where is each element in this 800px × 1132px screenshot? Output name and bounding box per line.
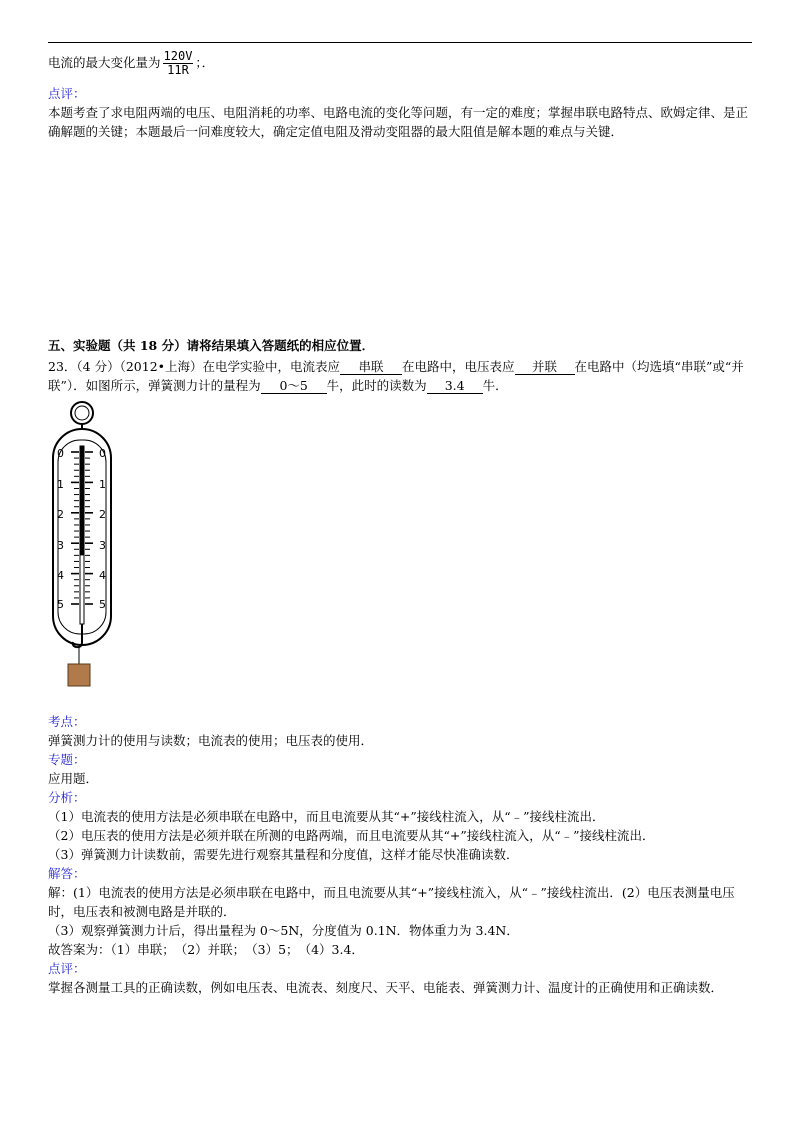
q23-text-1: 23．（4 分）（2012•上海）在电学实验中，电流表应 [48,359,341,374]
answer-blank-1: 串联 [340,359,402,375]
kaodian-label: 考点： [48,714,86,729]
scale-label-right-1: 1 [99,478,106,491]
fenxi-label: 分析： [48,790,86,805]
kaodian-text: 弹簧测力计的使用与读数；电流表的使用；电压表的使用． [48,733,374,748]
pointer-fill [80,446,84,555]
review-label: 点评： [48,86,86,101]
scale-label-right-4: 4 [99,569,106,582]
prev-review [48,84,754,141]
jieda-label: 解答： [48,866,86,881]
fenxi-item-1: （1）电流表的使用方法是必须串联在电路中，而且电流要从其“+”接线柱流入，从“﹣”接线柱流出． [48,809,605,824]
scale-label-left-2: 2 [57,508,64,521]
answer-blank-3: 0～5 [261,378,327,394]
scale-label-right-2: 2 [99,508,106,521]
hanging-weight [68,664,90,686]
answer-blank-2: 并联 [515,359,575,375]
jieda-text-2: （3）观察弹簧测力计后，得出量程为 0～5N，分度值为 0.1N．物体重力为 3.4N． [48,923,519,938]
fenxi-item-2: （2）电压表的使用方法是必须并联在所测的电路两端，而且电流要从其“+”接线柱流入，从“﹣”接线柱流出． [48,828,655,843]
question-23 [48,357,754,395]
top-ring-inner [75,406,89,420]
scale-label-left-3: 3 [57,539,64,552]
scale-label-right-3: 3 [99,539,106,552]
top-rule [48,42,752,43]
line-suffix: ；． [195,55,215,70]
fraction [163,50,194,77]
dianping-text: 掌握各测量工具的正确读数，例如电压表、电流表、刻度尺、天平、电能表、弹簧测力计、温度计的正确使用和正确读数． [48,980,724,995]
dianping-label: 点评： [48,961,86,976]
prev-answer-line [48,50,754,77]
q23-text-3: 在电路中（均选填“串联”或“并联”）．如图所示，弹簧测力计的量程为 [48,359,744,393]
zhuanti-label: 专题： [48,752,86,767]
q23-text-5: 牛． [482,378,508,393]
max-current-change-text: 电流的最大变化量为 [48,55,161,70]
zhuanti-text: 应用题． [48,771,99,786]
answer-blank-4: 3.4 [427,378,483,394]
analysis-section [48,712,754,997]
q23-text-4: 牛，此时的读数为 [326,378,427,393]
scale-label-right-5: 5 [99,598,106,611]
spring-scale-figure [42,400,122,692]
scale-label-right-0: 0 [99,447,106,460]
scale-label-left-4: 4 [57,569,64,582]
fraction-numerator: 120V [163,49,193,63]
fraction-denominator: 11R [167,63,189,77]
jieda-text-1: 解：(1）电流表的使用方法是必须串联在电路中，而且电流要从其“+”接线柱流入，从“﹣”接线柱流出．(2）电压表测量电压时，电压表和被测电路是并联的． [48,885,735,919]
answer-summary: 故答案为：（1）串联； （2）并联； （3）5； （4）3.4． [48,942,364,957]
review-text: 本题考查了求电阻两端的电压、电阻消耗的功率、电路电流的变化等问题，有一定的难度；掌握串联电路特点、欧姆定律、是正确解题的关键；本题最后一问难度较大，确定定值电阻及滑动变阻器的最大阻值是解本题的难点与关键． [48,105,749,139]
scale-label-left-5: 5 [57,598,64,611]
scale-label-left-0: 0 [57,447,64,460]
scale-label-left-1: 1 [57,478,64,491]
q23-text-2: 在电路中，电压表应 [402,359,515,374]
fenxi-item-3: （3）弹簧测力计读数前，需要先进行观察其量程和分度值，这样才能尽快准确读数． [48,847,519,862]
section-heading: 五、实验题（共 18 分）请将结果填入答题纸的相应位置． [48,338,375,353]
